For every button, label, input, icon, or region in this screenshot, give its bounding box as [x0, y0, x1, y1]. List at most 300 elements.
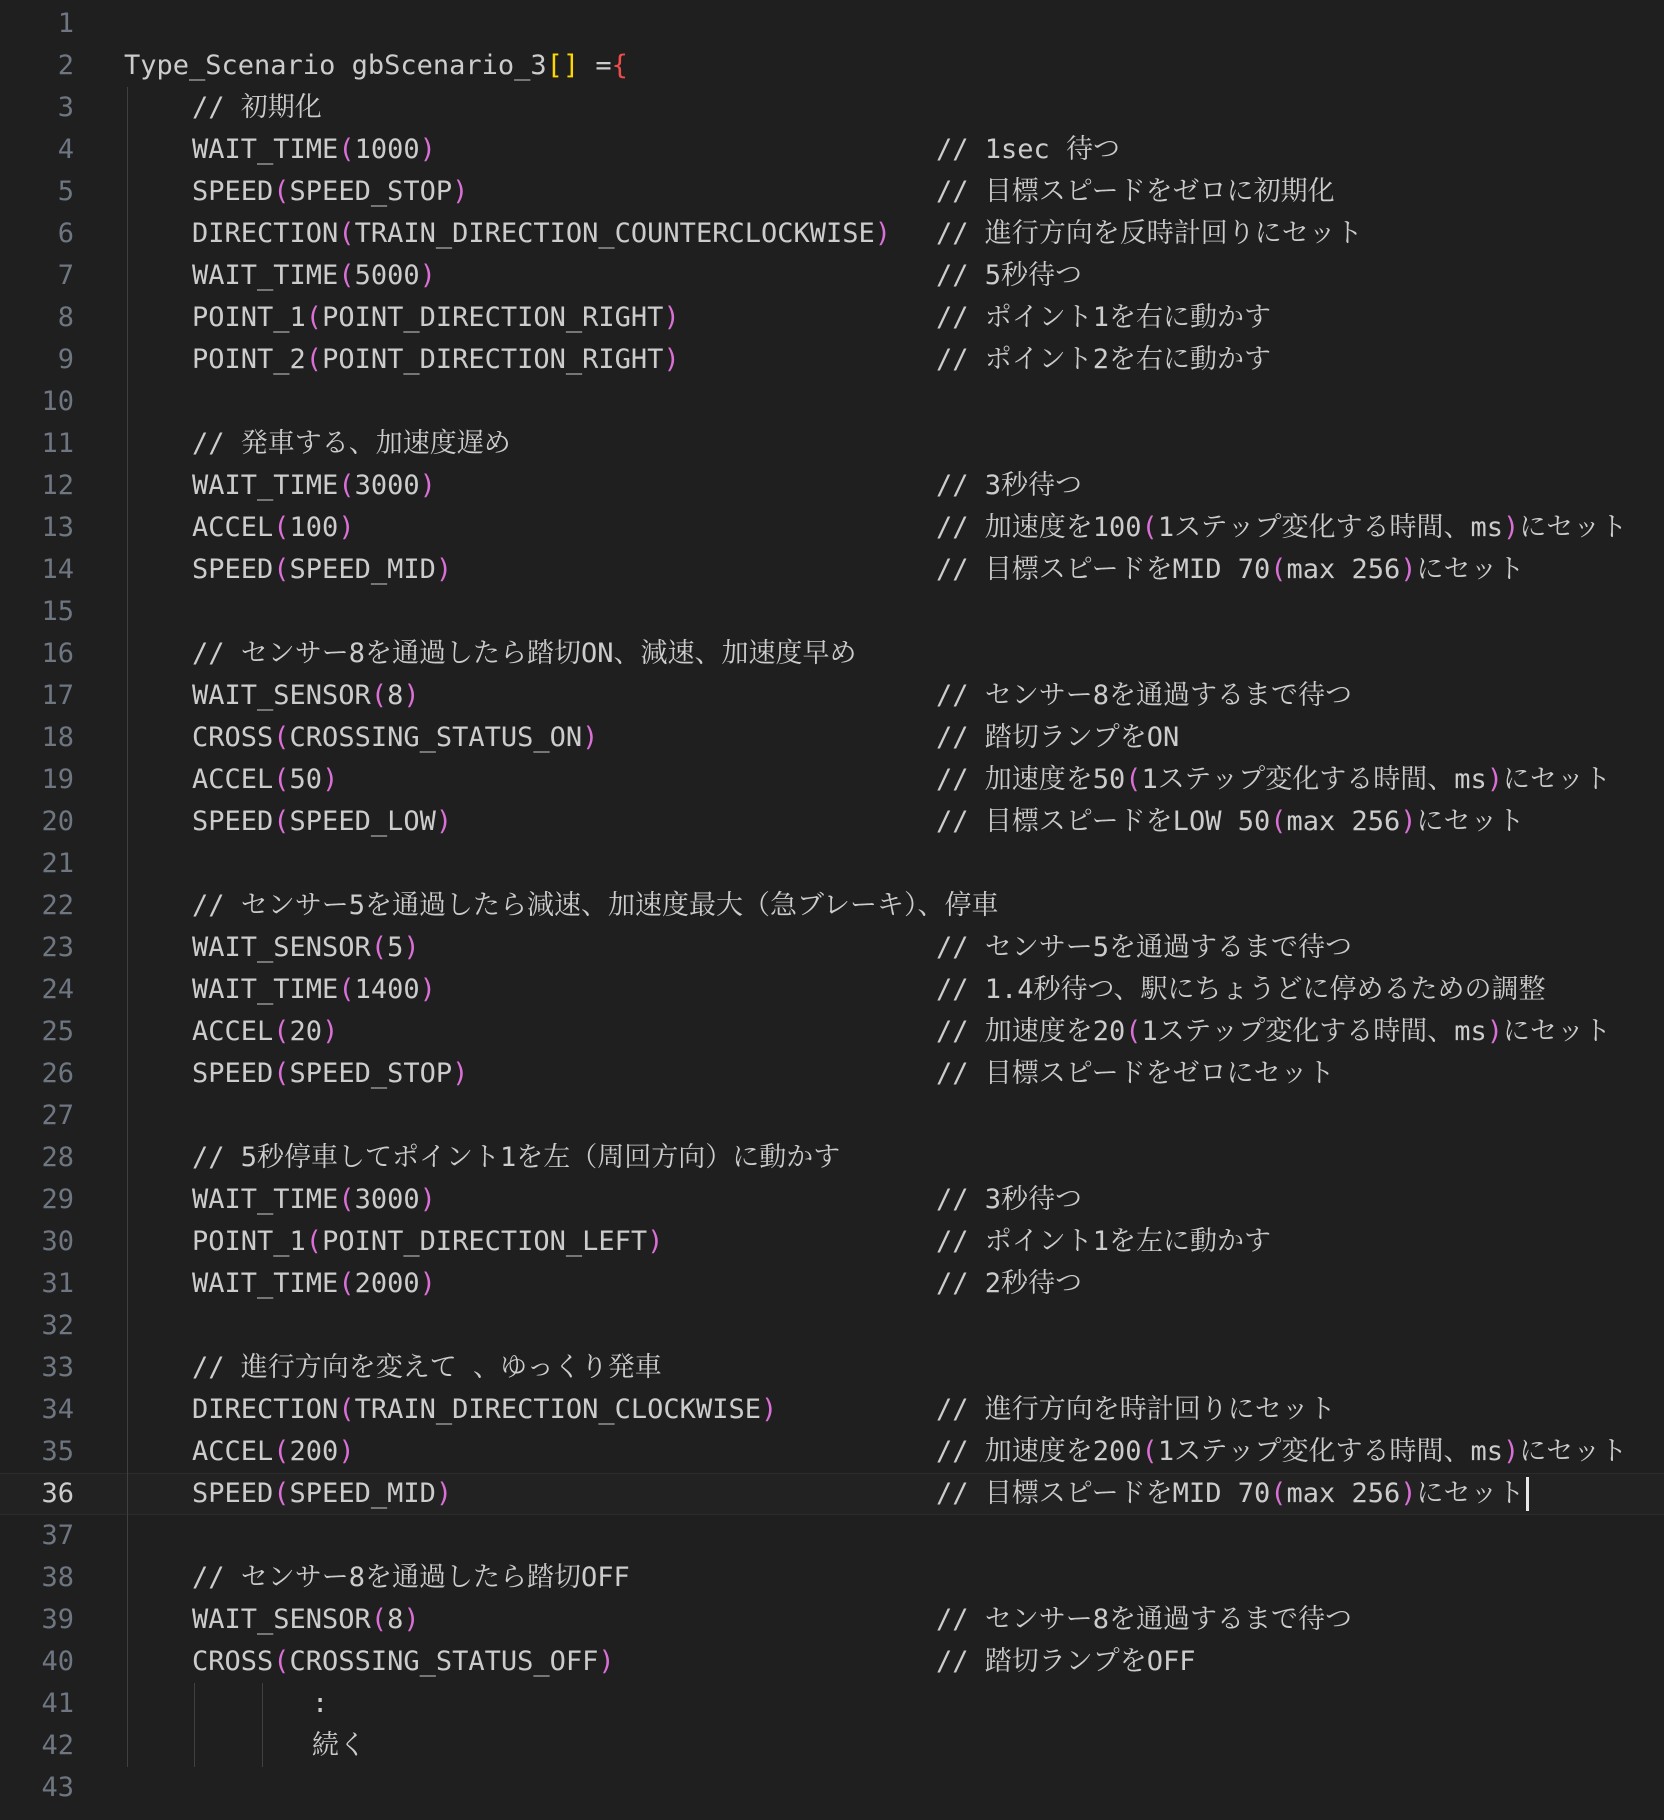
- code-token: (: [338, 134, 355, 165]
- code-token: (: [273, 1478, 290, 1509]
- line-number: 33: [41, 1352, 74, 1383]
- line-number: 40: [41, 1646, 74, 1677]
- comment-token: 1ステップ変化する時間、ms: [1141, 1016, 1487, 1047]
- code-text: [192, 465, 436, 507]
- line-number: 34: [41, 1394, 74, 1425]
- line-number: 4: [57, 134, 74, 165]
- code-line[interactable]: [0, 171, 1664, 213]
- code-token: CROSS: [192, 1646, 274, 1677]
- code-line[interactable]: [0, 297, 1664, 339]
- code-token: POINT_DIRECTION_LEFT: [322, 1226, 648, 1257]
- code-line[interactable]: [0, 339, 1664, 381]
- inline-comment: [936, 1473, 1525, 1515]
- code-token: ): [403, 932, 420, 963]
- code-token: ): [338, 512, 355, 543]
- comment-token: ): [1503, 512, 1520, 543]
- inline-comment: [936, 1011, 1611, 1053]
- code-text: [312, 1683, 328, 1725]
- code-line[interactable]: [0, 3, 1664, 45]
- code-line[interactable]: [0, 1179, 1664, 1221]
- inline-comment: [936, 255, 1082, 297]
- code-token: 50: [289, 764, 323, 795]
- comment-token: // センサー8を通過するまで待つ: [936, 1604, 1353, 1635]
- code-token: ACCEL: [192, 1436, 274, 1467]
- code-line[interactable]: [0, 87, 1664, 129]
- code-token: ): [419, 1184, 436, 1215]
- comment-token: // センサー5を通過するまで待つ: [936, 932, 1353, 963]
- line-number: 23: [41, 932, 74, 963]
- comment-token: 1ステップ変化する時間、ms: [1141, 764, 1487, 795]
- code-token: POINT_DIRECTION_RIGHT: [322, 344, 664, 375]
- code-token: CROSSING_STATUS_ON: [289, 722, 583, 753]
- code-token: (: [273, 554, 290, 585]
- code-token: SPEED_MID: [289, 554, 436, 585]
- comment-token: // ポイント1を左に動かす: [936, 1226, 1272, 1257]
- comment-token: にセット: [1416, 1478, 1525, 1509]
- comment-token: にセット: [1503, 1016, 1612, 1047]
- comment-token: // ポイント1を右に動かす: [936, 302, 1272, 333]
- code-line[interactable]: [0, 45, 1664, 87]
- code-text: [192, 1641, 615, 1683]
- code-line[interactable]: [0, 1599, 1664, 1641]
- line-number: 42: [41, 1730, 74, 1761]
- code-token: ): [403, 1604, 420, 1635]
- line-number: 20: [41, 806, 74, 837]
- comment-token: // 目標スピードをMID 70: [936, 1478, 1271, 1509]
- line-number: 7: [57, 260, 74, 291]
- code-text: [192, 1179, 436, 1221]
- comment-token: にセット: [1416, 554, 1525, 585]
- code-token: ): [419, 1268, 436, 1299]
- code-token: 8: [387, 680, 404, 711]
- code-token: ): [760, 1394, 778, 1425]
- indent-guide: [127, 87, 128, 1767]
- code-token: ): [663, 344, 680, 375]
- code-line[interactable]: [0, 381, 1664, 423]
- line-number: 31: [41, 1268, 74, 1299]
- code-token: WAIT_SENSOR: [192, 1604, 371, 1635]
- comment-token: // 目標スピードをゼロに初期化: [936, 176, 1335, 207]
- code-token: // 進行方向を変えて 、ゆっくり発車: [192, 1352, 662, 1383]
- code-line[interactable]: [0, 1683, 1664, 1725]
- code-token: (: [370, 680, 388, 711]
- code-line[interactable]: [0, 1557, 1664, 1599]
- code-line[interactable]: [0, 1389, 1664, 1431]
- code-text: [192, 297, 680, 339]
- code-text: [192, 423, 511, 465]
- line-number: 19: [41, 764, 74, 795]
- code-token: ): [419, 260, 436, 291]
- code-line[interactable]: [0, 423, 1664, 465]
- comment-token: // 目標スピードをMID 70: [936, 554, 1271, 585]
- comment-token: // センサー8を通過するまで待つ: [936, 680, 1353, 711]
- code-token: // 初期化: [192, 92, 322, 123]
- comment-token: // 加速度を20: [936, 1016, 1126, 1047]
- code-line[interactable]: [0, 1431, 1664, 1473]
- comment-token: // 加速度を100: [936, 512, 1142, 543]
- comment-token: // 5秒待つ: [936, 260, 1083, 291]
- code-line[interactable]: [0, 1515, 1664, 1557]
- line-number: 36: [41, 1478, 74, 1509]
- inline-comment: [936, 1179, 1082, 1221]
- code-text: [312, 1725, 366, 1767]
- comment-token: // 目標スピードをゼロにセット: [936, 1058, 1335, 1089]
- indent-guide: [262, 1683, 263, 1767]
- line-number: 9: [57, 344, 74, 375]
- comment-token: // 加速度を200: [936, 1436, 1142, 1467]
- code-token: SPEED: [192, 176, 274, 207]
- line-number: 43: [41, 1772, 74, 1803]
- comment-token: ): [1400, 806, 1417, 837]
- code-token: ): [647, 1226, 664, 1257]
- code-token: ): [874, 218, 892, 249]
- code-token: SPEED_MID: [289, 1478, 436, 1509]
- code-text: [192, 549, 452, 591]
- code-token: (: [273, 1436, 290, 1467]
- code-token: SPEED_STOP: [289, 176, 453, 207]
- comment-token: 1ステップ変化する時間、ms: [1157, 1436, 1504, 1467]
- code-line[interactable]: [0, 1221, 1664, 1263]
- code-text: [192, 969, 436, 1011]
- code-token: ): [435, 554, 453, 585]
- inline-comment: [936, 297, 1271, 339]
- code-line[interactable]: [0, 1725, 1664, 1767]
- line-number: 2: [57, 50, 74, 81]
- code-token: (: [338, 1184, 355, 1215]
- code-line[interactable]: [0, 675, 1664, 717]
- code-token: WAIT_SENSOR: [192, 680, 371, 711]
- code-line[interactable]: [0, 1011, 1664, 1053]
- line-number: 25: [41, 1016, 74, 1047]
- comment-token: (: [1141, 512, 1158, 543]
- code-line[interactable]: [0, 1305, 1664, 1347]
- code-text: [192, 801, 452, 843]
- code-token: ): [598, 1646, 615, 1677]
- code-token: // センサー8を通過したら踏切ON、減速、加速度早め: [192, 638, 857, 669]
- code-token: 3000: [354, 470, 420, 501]
- inline-comment: [936, 927, 1352, 969]
- code-token: TRAIN_DIRECTION_CLOCKWISE: [354, 1394, 761, 1425]
- code-token: POINT_2: [192, 344, 306, 375]
- comment-token: max 256: [1286, 1478, 1401, 1509]
- code-token: SPEED: [192, 1478, 274, 1509]
- inline-comment: [936, 339, 1271, 381]
- comment-token: にセット: [1503, 764, 1612, 795]
- line-number: 39: [41, 1604, 74, 1635]
- code-text: [124, 45, 628, 87]
- code-token: SPEED: [192, 554, 274, 585]
- comment-token: // 加速度を50: [936, 764, 1126, 795]
- code-token: ): [403, 680, 420, 711]
- comment-token: (: [1270, 806, 1287, 837]
- code-text: [192, 1011, 338, 1053]
- code-token: {: [611, 50, 628, 81]
- inline-comment: [936, 717, 1179, 759]
- code-token: (: [338, 470, 355, 501]
- code-text: [192, 507, 355, 549]
- line-number: 17: [41, 680, 74, 711]
- code-token: WAIT_TIME: [192, 1268, 339, 1299]
- code-text: [192, 759, 338, 801]
- line-number: 29: [41, 1184, 74, 1215]
- code-token: (: [273, 1016, 290, 1047]
- code-token: ): [419, 470, 436, 501]
- code-token: SPEED_STOP: [289, 1058, 453, 1089]
- code-line[interactable]: [0, 1137, 1664, 1179]
- comment-token: (: [1125, 764, 1142, 795]
- comment-token: ): [1486, 1016, 1504, 1047]
- code-token: ACCEL: [192, 512, 274, 543]
- code-token: (: [370, 1604, 388, 1635]
- code-token: // センサー8を通過したら踏切OFF: [192, 1562, 630, 1593]
- code-line[interactable]: [0, 633, 1664, 675]
- code-text: [192, 1347, 662, 1389]
- code-token: 1000: [354, 134, 420, 165]
- code-token: ): [322, 1016, 339, 1047]
- line-number: 14: [41, 554, 74, 585]
- comment-token: // 1sec 待つ: [936, 134, 1121, 165]
- code-token: 3000: [354, 1184, 420, 1215]
- code-text: [192, 1389, 777, 1431]
- code-token: (: [338, 218, 355, 249]
- code-text: [192, 1599, 420, 1641]
- code-text: [192, 171, 468, 213]
- code-token: 5: [387, 932, 404, 963]
- line-number: 16: [41, 638, 74, 669]
- inline-comment: [936, 507, 1627, 549]
- code-line[interactable]: [0, 969, 1664, 1011]
- code-token: WAIT_TIME: [192, 134, 339, 165]
- code-token: ): [435, 806, 453, 837]
- code-token: WAIT_SENSOR: [192, 932, 371, 963]
- code-token: 2000: [354, 1268, 420, 1299]
- code-token: DIRECTION: [192, 218, 339, 249]
- line-number: 18: [41, 722, 74, 753]
- comment-token: max 256: [1286, 806, 1401, 837]
- line-number: 30: [41, 1226, 74, 1257]
- line-number: 26: [41, 1058, 74, 1089]
- code-line[interactable]: [0, 507, 1664, 549]
- code-token: (: [338, 1394, 355, 1425]
- code-line[interactable]: [0, 885, 1664, 927]
- code-token: ): [419, 974, 436, 1005]
- code-token: ACCEL: [192, 1016, 274, 1047]
- code-token: POINT_1: [192, 1226, 306, 1257]
- comment-token: // ポイント2を右に動かす: [936, 344, 1272, 375]
- code-token: (: [305, 1226, 323, 1257]
- code-token: ): [663, 302, 680, 333]
- code-text: [192, 1557, 630, 1599]
- code-token: TRAIN_DIRECTION_COUNTERCLOCKWISE: [354, 218, 875, 249]
- code-token: (: [273, 512, 290, 543]
- code-token: 1400: [354, 974, 420, 1005]
- code-token: DIRECTION: [192, 1394, 339, 1425]
- line-number: 32: [41, 1310, 74, 1341]
- comment-token: // 2秒待つ: [936, 1268, 1083, 1299]
- inline-comment: [936, 213, 1363, 255]
- code-token: ): [419, 134, 436, 165]
- comment-token: ): [1400, 554, 1417, 585]
- code-token: (: [305, 344, 323, 375]
- code-line[interactable]: [0, 1767, 1664, 1809]
- line-number: 12: [41, 470, 74, 501]
- code-line[interactable]: [0, 1641, 1664, 1683]
- code-token: SPEED: [192, 806, 274, 837]
- comment-token: // 進行方向を時計回りにセット: [936, 1394, 1336, 1425]
- inline-comment: [936, 1599, 1352, 1641]
- code-line[interactable]: [0, 1263, 1664, 1305]
- code-token: CROSS: [192, 722, 274, 753]
- code-token: Type_Scenario gbScenario_3: [124, 50, 547, 81]
- comment-token: にセット: [1519, 512, 1628, 543]
- comment-token: // 3秒待つ: [936, 1184, 1083, 1215]
- inline-comment: [936, 1431, 1627, 1473]
- line-number: 3: [57, 92, 74, 123]
- code-text: [192, 675, 420, 717]
- inline-comment: [936, 1389, 1336, 1431]
- code-token: WAIT_TIME: [192, 974, 339, 1005]
- code-token: (: [273, 1058, 290, 1089]
- comment-token: max 256: [1286, 554, 1401, 585]
- code-line[interactable]: [0, 717, 1664, 759]
- code-token: ): [435, 1478, 453, 1509]
- inline-comment: [936, 129, 1120, 171]
- comment-token: (: [1125, 1016, 1142, 1047]
- code-line[interactable]: [0, 1053, 1664, 1095]
- comment-token: (: [1141, 1436, 1158, 1467]
- comment-token: // 踏切ランプをOFF: [936, 1646, 1196, 1677]
- line-number: 15: [41, 596, 74, 627]
- code-token: (: [273, 764, 290, 795]
- text-cursor: [1526, 1477, 1529, 1511]
- code-text: [192, 255, 436, 297]
- comment-token: ): [1400, 1478, 1417, 1509]
- code-text: [192, 927, 420, 969]
- line-number: 24: [41, 974, 74, 1005]
- code-text: [192, 633, 857, 675]
- comment-token: // 進行方向を反時計回りにセット: [936, 218, 1363, 249]
- code-token: WAIT_TIME: [192, 260, 339, 291]
- code-token: ACCEL: [192, 764, 274, 795]
- code-token: SPEED: [192, 1058, 274, 1089]
- code-token: ): [452, 1058, 469, 1089]
- code-text: [192, 885, 998, 927]
- comment-token: // 踏切ランプをON: [936, 722, 1180, 753]
- code-line[interactable]: [0, 843, 1664, 885]
- inline-comment: [936, 1641, 1196, 1683]
- code-line[interactable]: [0, 213, 1664, 255]
- code-token: :: [312, 1688, 329, 1719]
- code-line[interactable]: [0, 801, 1664, 843]
- code-token: 20: [289, 1016, 323, 1047]
- code-line[interactable]: [0, 129, 1664, 171]
- indent-guide: [194, 1683, 195, 1767]
- line-number: 11: [41, 428, 74, 459]
- inline-comment: [936, 1221, 1271, 1263]
- line-number: 28: [41, 1142, 74, 1173]
- code-token: 5000: [354, 260, 420, 291]
- code-token: POINT_DIRECTION_RIGHT: [322, 302, 664, 333]
- inline-comment: [936, 465, 1082, 507]
- inline-comment: [936, 549, 1525, 591]
- inline-comment: [936, 969, 1545, 1011]
- code-line[interactable]: [0, 927, 1664, 969]
- line-number: 37: [41, 1520, 74, 1551]
- line-number: 10: [41, 386, 74, 417]
- code-token: 8: [387, 1604, 404, 1635]
- code-token: 200: [289, 1436, 339, 1467]
- inline-comment: [936, 675, 1352, 717]
- inline-comment: [936, 1263, 1082, 1305]
- code-token: ): [338, 1436, 355, 1467]
- code-token: WAIT_TIME: [192, 470, 339, 501]
- code-token: ): [452, 176, 469, 207]
- code-line[interactable]: [0, 759, 1664, 801]
- line-number: 5: [57, 176, 74, 207]
- code-text: [192, 1221, 663, 1263]
- code-token: WAIT_TIME: [192, 1184, 339, 1215]
- code-text: [192, 213, 891, 255]
- code-token: 100: [289, 512, 339, 543]
- comment-token: ): [1503, 1436, 1520, 1467]
- code-line[interactable]: [0, 591, 1664, 633]
- code-token: (: [338, 974, 355, 1005]
- inline-comment: [936, 801, 1525, 843]
- code-line[interactable]: [0, 549, 1664, 591]
- code-token: // センサー5を通過したら減速、加速度最大（急ブレーキ）、停車: [192, 890, 999, 921]
- comment-token: // 1.4秒待つ、駅にちょうどに停めるための調整: [936, 974, 1546, 1005]
- comment-token: (: [1270, 554, 1287, 585]
- code-token: 続く: [312, 1730, 366, 1761]
- code-text: [192, 1137, 840, 1179]
- code-text: [192, 129, 436, 171]
- comment-token: // 目標スピードをLOW 50: [936, 806, 1271, 837]
- comment-token: // 3秒待つ: [936, 470, 1083, 501]
- code-text: [192, 1053, 468, 1095]
- code-token: (: [338, 1268, 355, 1299]
- code-token: ): [322, 764, 339, 795]
- code-token: (: [273, 176, 290, 207]
- code-token: []: [546, 50, 580, 81]
- line-number: 1: [57, 8, 74, 39]
- comment-token: 1ステップ変化する時間、ms: [1157, 512, 1504, 543]
- code-line[interactable]: [0, 1347, 1664, 1389]
- code-token: (: [370, 932, 388, 963]
- line-number: 13: [41, 512, 74, 543]
- code-text: [192, 1473, 452, 1515]
- line-number: 22: [41, 890, 74, 921]
- code-token: (: [305, 302, 323, 333]
- code-line[interactable]: [0, 465, 1664, 507]
- line-number: 41: [41, 1688, 74, 1719]
- inline-comment: [936, 1053, 1335, 1095]
- code-token: // 5秒停車してポイント1を左（周回方向）に動かす: [192, 1142, 841, 1173]
- line-number: 27: [41, 1100, 74, 1131]
- code-text: [192, 717, 598, 759]
- code-line[interactable]: [0, 1095, 1664, 1137]
- comment-token: にセット: [1416, 806, 1525, 837]
- comment-token: にセット: [1519, 1436, 1628, 1467]
- code-token: // 発車する、加速度遅め: [192, 428, 511, 459]
- code-line[interactable]: [0, 1473, 1664, 1515]
- code-line[interactable]: [0, 255, 1664, 297]
- comment-token: ): [1486, 764, 1504, 795]
- line-number: 21: [41, 848, 74, 879]
- line-number: 8: [57, 302, 74, 333]
- code-token: (: [273, 806, 290, 837]
- code-text: [192, 1263, 436, 1305]
- code-token: POINT_1: [192, 302, 306, 333]
